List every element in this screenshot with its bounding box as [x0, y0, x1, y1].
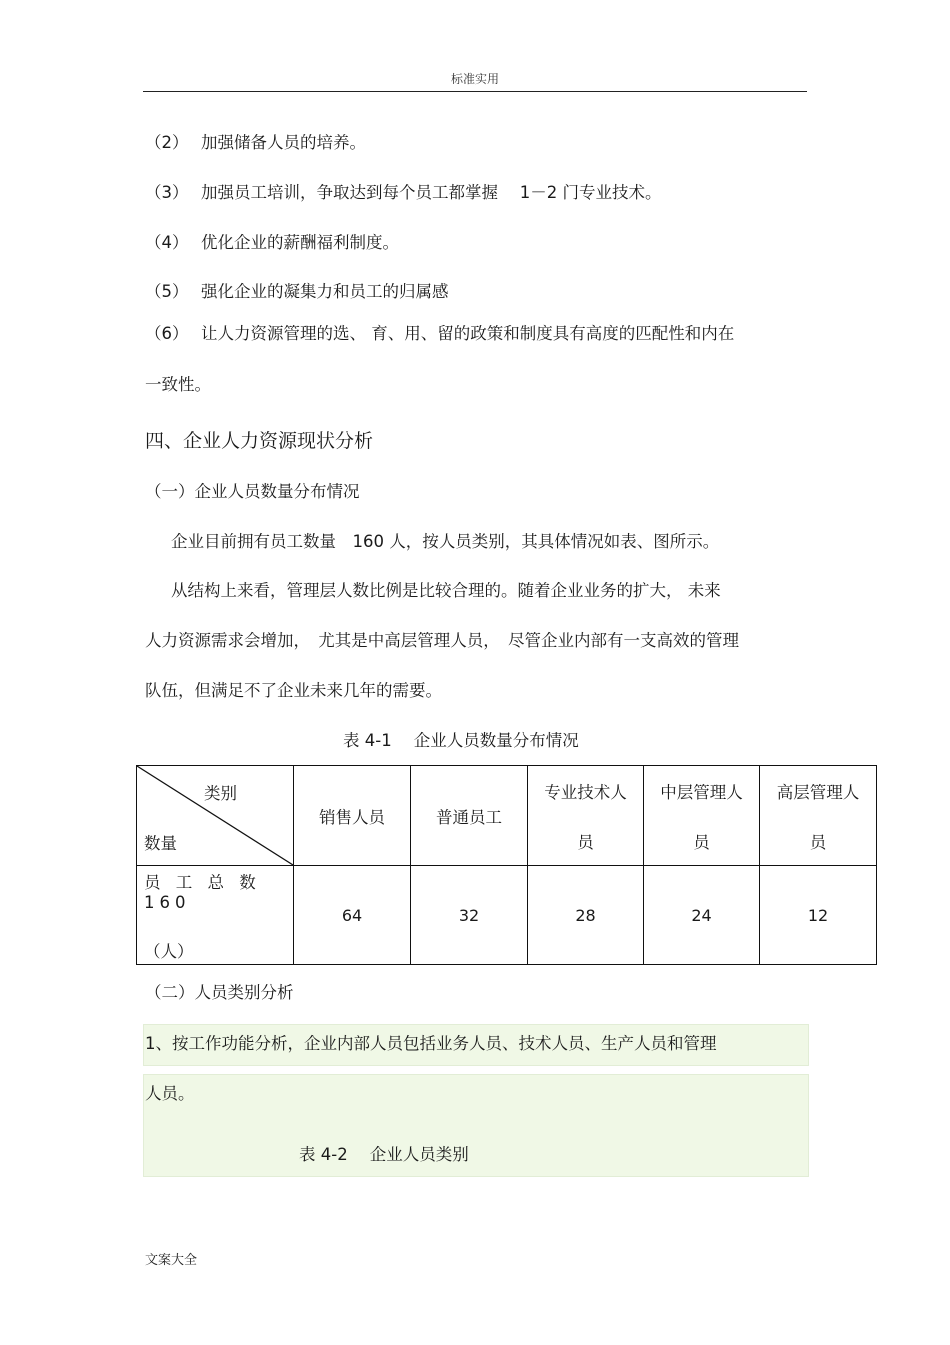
subsection-heading: （二）人员类别分析: [145, 983, 294, 1002]
list-item: [145, 132, 366, 154]
value-cell: 24: [644, 866, 760, 965]
header-cell: [760, 766, 877, 866]
highlight-block: [143, 1074, 809, 1177]
corner-label-quantity: 数量: [144, 834, 177, 853]
list-item: [145, 281, 449, 303]
item-number: （6）: [145, 324, 189, 343]
table-caption: [299, 1144, 469, 1166]
caption-number: 表 4-1: [343, 731, 392, 750]
header-cell: [644, 766, 760, 866]
header-cell: [528, 766, 644, 866]
caption-title: 企业人员数量分布情况: [413, 731, 579, 750]
value-cell: 28: [528, 866, 644, 965]
caption-title: 企业人员类别: [369, 1145, 469, 1164]
value-cell: 32: [411, 866, 528, 965]
header-label-cont: 员: [693, 832, 710, 852]
header-label: 中层管理人: [660, 782, 743, 802]
header-label: 专业技术人: [544, 782, 627, 802]
item-text: 让人力资源管理的选、 育、用、留的政策和制度具有高度的匹配性和内在: [201, 324, 735, 343]
item-number: （5）: [145, 282, 189, 301]
header-label: 销售人员: [319, 807, 385, 827]
item-number: （2）: [145, 133, 189, 152]
table-header-row: [137, 766, 877, 866]
table-caption: [343, 730, 579, 752]
staff-count-table: [136, 765, 877, 965]
caption-number: 表 4-2: [299, 1145, 348, 1164]
header-label: 高层管理人: [776, 782, 860, 802]
item-number: （4）: [145, 233, 189, 252]
header-rule: [143, 91, 807, 92]
item-continuation: 一致性。: [145, 375, 211, 394]
list-item: [145, 182, 662, 204]
list-item: [145, 323, 734, 345]
item-text: 强化企业的凝集力和员工的归属感: [201, 282, 449, 301]
header-label: 普通员工: [436, 807, 502, 827]
header-cell: [294, 766, 411, 866]
row-label-line: 员 工 总 数 160: [144, 872, 283, 912]
paragraph-line: 1、按工作功能分析，企业内部人员包括业务人员、技术人员、生产人员和管理: [145, 1034, 717, 1053]
paragraph-line: 队伍，但满足不了企业未来几年的需要。: [145, 681, 442, 700]
paragraph-line: 人力资源需求会增加， 尤其是中高层管理人员， 尽管企业内部有一支高效的管理: [145, 631, 739, 650]
corner-cell: [137, 766, 294, 866]
header-cell: [411, 766, 528, 866]
row-label-line: （人）: [144, 941, 194, 961]
section-heading: 四、企业人力资源现状分析: [145, 430, 374, 452]
paragraph-line: 人员。: [145, 1084, 195, 1103]
corner-label-category: 类别: [204, 784, 237, 803]
subsection-heading: （一）企业人员数量分布情况: [145, 482, 360, 501]
value-cell: 12: [760, 866, 877, 965]
page-footer: 文案大全: [145, 1253, 198, 1268]
table-row: [137, 866, 877, 965]
page-header: 标准实用: [450, 72, 499, 86]
paragraph: 企业目前拥有员工数量 160 人，按人员类别，其具体情况如表、图所示。: [171, 532, 720, 551]
list-item: [145, 232, 399, 254]
value-cell: 64: [294, 866, 411, 965]
item-text: 加强员工培训，争取达到每个员工都掌握 1－2 门专业技术。: [201, 183, 662, 202]
item-number: （3）: [145, 183, 189, 202]
paragraph-line: 从结构上来看，管理层人数比例是比较合理的。随着企业业务的扩大， 未来: [171, 581, 721, 600]
item-text: 优化企业的薪酬福利制度。: [201, 233, 399, 252]
row-label-cell: [137, 866, 294, 965]
item-text: 加强储备人员的培养。: [201, 133, 366, 152]
header-label-cont: 员: [809, 832, 827, 852]
header-label-cont: 员: [577, 832, 594, 852]
